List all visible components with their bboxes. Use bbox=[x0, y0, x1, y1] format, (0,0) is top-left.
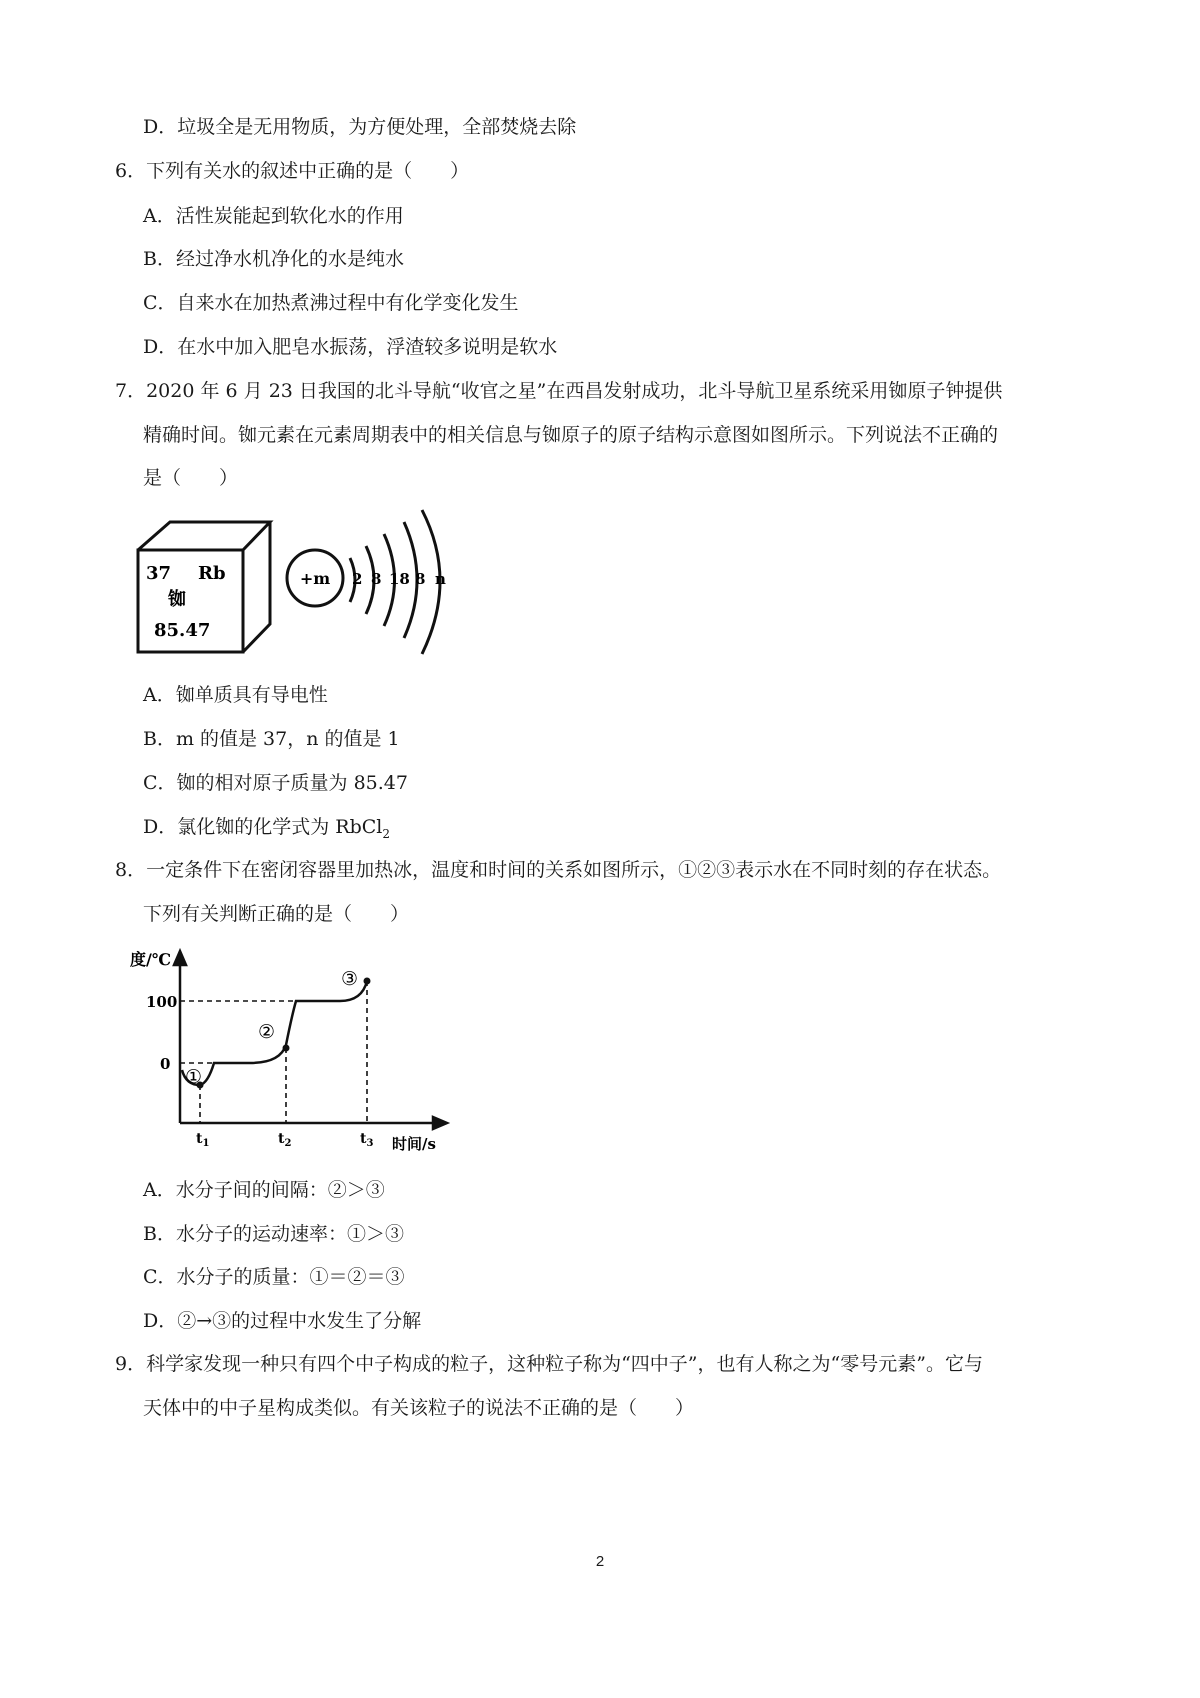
y-tick-100: 100 bbox=[146, 993, 178, 1011]
q8-option-c: C．水分子的质量：①＝②＝③ bbox=[143, 1266, 405, 1288]
x-tick-t1-sub: 1 bbox=[202, 1138, 210, 1149]
state-3-label: ③ bbox=[341, 968, 359, 990]
x-tick-t1: $t_1$ bbox=[196, 1131, 210, 1149]
element-symbol: Rb bbox=[198, 563, 226, 584]
q7-option-d bbox=[143, 814, 390, 847]
state-2-label: ② bbox=[258, 1021, 276, 1043]
q7-option-a: A．铷单质具有导电性 bbox=[143, 684, 328, 706]
state-3-point bbox=[364, 978, 371, 985]
shell-5-count: n bbox=[435, 570, 446, 588]
q8-stem-line1: 8．一定条件下在密闭容器里加热冰，温度和时间的关系如图所示，①②③表示水在不同时刻的存在状态。 bbox=[115, 859, 1002, 881]
state-2-point bbox=[283, 1045, 290, 1052]
x-tick-t3: $t_3$ bbox=[360, 1131, 374, 1149]
shell-3-count: 18 bbox=[389, 570, 410, 588]
temperature-time-chart bbox=[130, 945, 460, 1160]
q6-option-a: A．活性炭能起到软化水的作用 bbox=[143, 205, 404, 227]
state-1-label: ① bbox=[185, 1066, 203, 1088]
q7-option-d-subscript: 2 bbox=[382, 826, 390, 841]
x-tick-t3-sub: 3 bbox=[366, 1138, 374, 1149]
q7-option-b: B．m 的值是 37，n 的值是 1 bbox=[143, 728, 400, 750]
q8-option-a: A．水分子间的间隔：②＞③ bbox=[143, 1179, 385, 1201]
y-tick-0: 0 bbox=[160, 1055, 171, 1073]
q7-option-c: C．铷的相对原子质量为 85.47 bbox=[143, 772, 408, 794]
q6-stem: 6．下列有关水的叙述中正确的是（ ） bbox=[115, 160, 470, 182]
shell-2-count: 8 bbox=[371, 570, 382, 588]
shell-4-count: 8 bbox=[415, 570, 426, 588]
shell-1-count: 2 bbox=[352, 570, 363, 588]
q8-option-b: B．水分子的运动速率：①＞③ bbox=[143, 1223, 404, 1245]
element-name: 铷 bbox=[168, 589, 186, 610]
q5-option-d: D．垃圾全是无用物质，为方便处理，全部焚烧去除 bbox=[143, 116, 577, 138]
x-tick-t2: $t_2$ bbox=[278, 1131, 292, 1149]
electron-counts bbox=[352, 570, 446, 588]
q8-option-d: D．②→③的过程中水发生了分解 bbox=[143, 1310, 422, 1332]
q9-stem-line1: 9．科学家发现一种只有四个中子构成的粒子，这种粒子称为“四中子”，也有人称之为“零号元素”。它与 bbox=[115, 1353, 983, 1375]
q7-option-d-text: D．氯化铷的化学式为 RbCl bbox=[143, 816, 383, 838]
q8-stem-line2: 下列有关判断正确的是（ ） bbox=[143, 903, 410, 925]
element-atomic-number: 37 bbox=[146, 563, 172, 584]
q7-stem-line1: 7．2020 年 6 月 23 日我国的北斗导航“收官之星”在西昌发射成功，北斗导航卫星系统采用铷原子钟提供 bbox=[115, 380, 1003, 402]
q9-stem-line2: 天体中的中子星构成类似。有关该粒子的说法不正确的是（ ） bbox=[143, 1397, 695, 1419]
state-markers bbox=[185, 968, 371, 1089]
dashed-guides bbox=[180, 981, 367, 1123]
chart-axes bbox=[174, 951, 447, 1129]
q7-stem-line2: 精确时间。铷元素在元素周期表中的相关信息与铷原子的原子结构示意图如图所示。下列说法不正确的 bbox=[143, 424, 999, 446]
element-mass: 85.47 bbox=[154, 620, 211, 641]
rubidium-figure bbox=[130, 508, 490, 663]
q6-option-d: D．在水中加入肥皂水振荡，浮渣较多说明是软水 bbox=[143, 336, 558, 358]
x-axis-label: 时间/s bbox=[392, 1135, 436, 1153]
nucleus-charge: +m bbox=[299, 569, 331, 588]
y-axis-label: 度/℃ bbox=[130, 950, 172, 969]
x-tick-t2-sub: 2 bbox=[284, 1138, 292, 1149]
page-number: 2 bbox=[595, 1553, 605, 1570]
q6-option-c: C．自来水在加热煮沸过程中有化学变化发生 bbox=[143, 292, 519, 314]
q7-stem-line3: 是（ ） bbox=[143, 467, 239, 489]
q6-option-b: B．经过净水机净化的水是纯水 bbox=[143, 248, 404, 270]
